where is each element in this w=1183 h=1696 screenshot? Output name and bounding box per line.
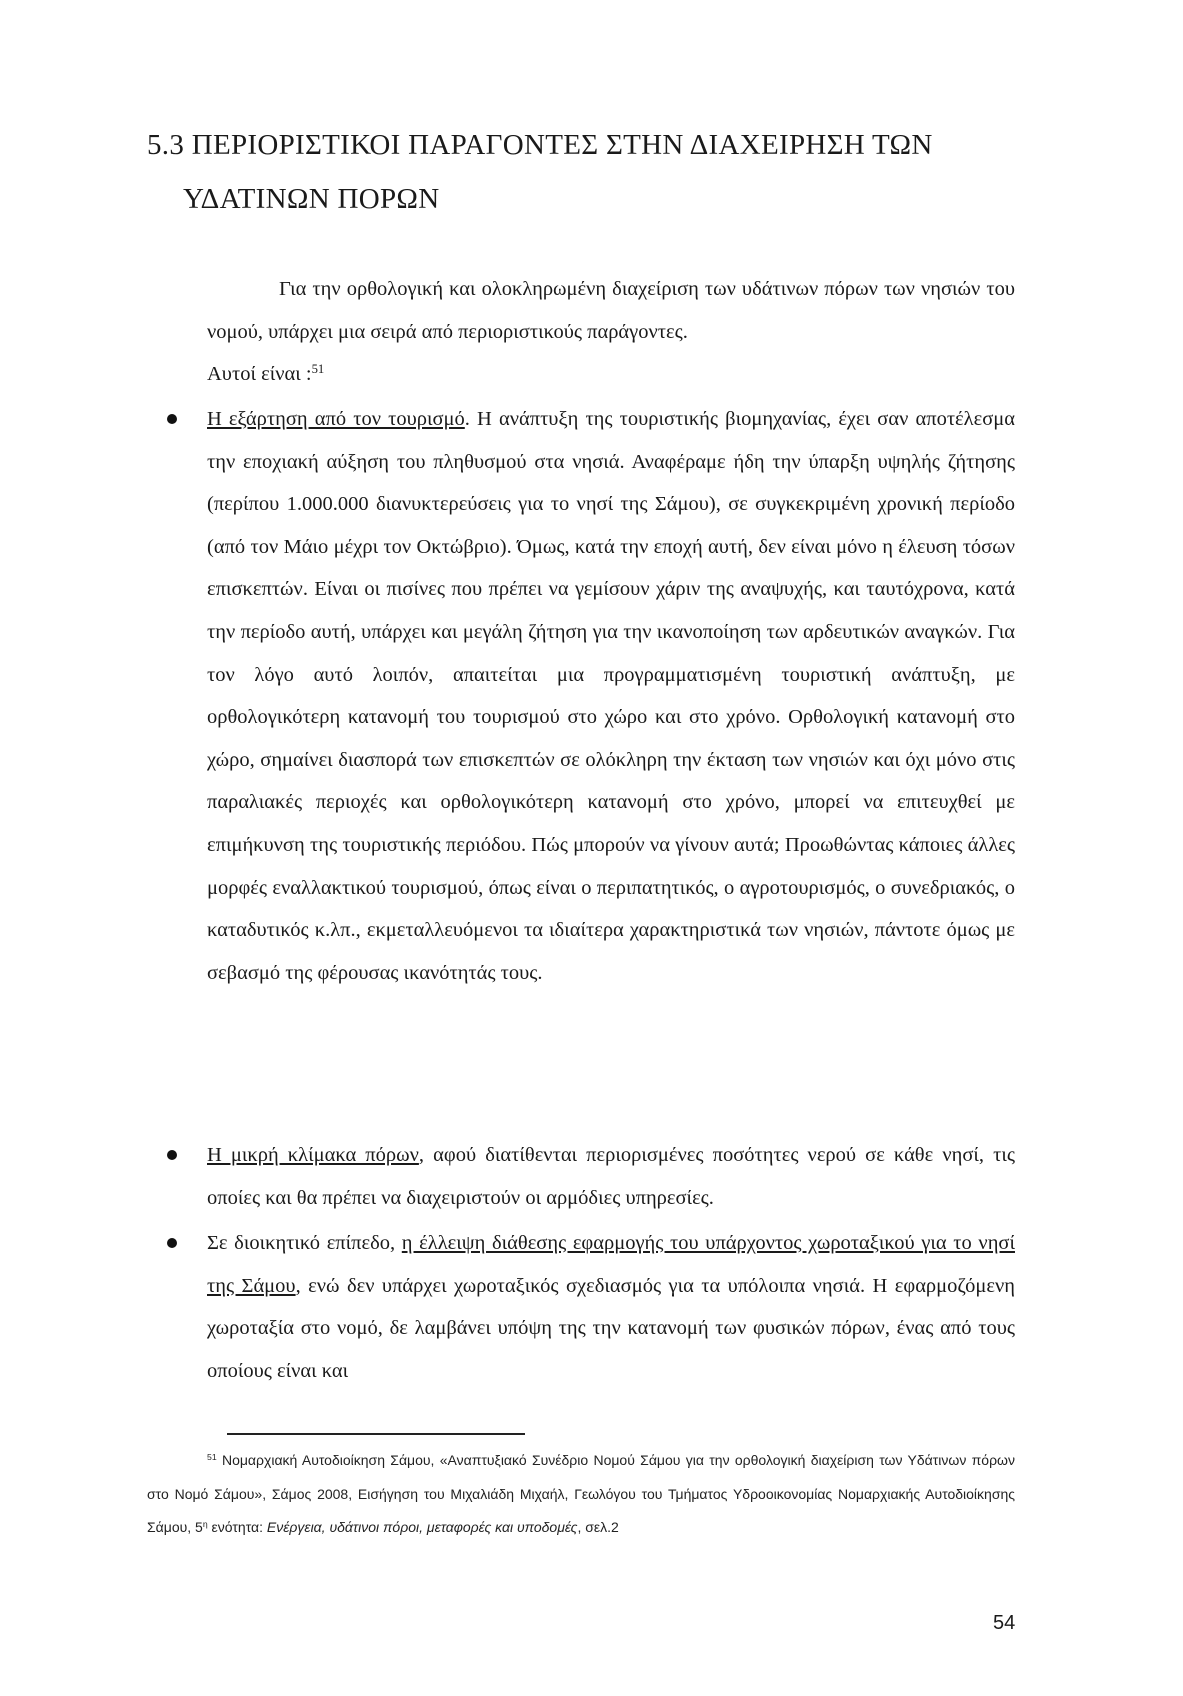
intro-text: Για την ορθολογική και ολοκληρωμένη διαχείριση των υδάτινων πόρων των νησιών του νομού, υπάρχει μια σειρά από περιοριστικούς παράγοντες.: [207, 278, 1015, 343]
bullet-text: , ενώ δεν υπάρχει χωροταξικός σχεδιασμός για τα υπόλοιπα νησιά. Η εφαρμοζόμενη χωροταξία στο νομό, δε λαμβάνει υπόψη της την κατανομή των φυσικών πόρων, ένας από τους οποίους είναι και: [207, 1274, 1015, 1382]
intro-lead-text: Αυτοί είναι :: [207, 363, 312, 386]
bullet-text: , αφού διατίθενται περιορισμένες ποσότητες νερού σε κάθε νησί, τις οποίες και θα πρέπει να διαχειριστούν οι αρμόδιες υπηρεσίες.: [207, 1144, 1015, 1209]
footnote-separator: [227, 1433, 525, 1435]
bullet-text: . Η ανάπτυξη της τουριστικής βιομηχανίας, έχει σαν αποτέλεσμα την εποχιακή αύξηση του πληθυσμού στα νησιά. Αναφέραμε ήδη την ύπαρξη υψηλής ζήτησης (περίπου 1.000.000 διανυκτερεύσεις για το νησί της Σάμου), σε συγκεκριμένη χρονική περίοδο (από τον Μάιο μέχρι τον Οκτώβριο). Όμως, κατά την εποχή αυτή, δεν είναι μόνο η έλευση τόσων επισκεπτών. Είναι οι πισίνες που πρέπει να γεμίσουν χάριν της αναψυχής, και ταυτόχρονα, κατά την περίοδο αυτή, υπάρχει και μεγάλη ζήτηση για την ικανοποίηση των αρδευτικών αναγκών. Για τον λόγο αυτό λοιπόν, απαιτείται μια προγραμματισμένη τουριστική ανάπτυξη, με ορθολογικότερη κατανομή του τουρισμού στο χώρο και στο χρόνο. Ορθολογική κατανομή στο χώρο, σημαίνει διασπορά των επισκεπτών σε ολόκληρη την έκταση των νησιών και όχι μόνο στις παραλιακές περιοχές και ορθολογικότερη κατανομή στο χρόνο, μπορεί να επιτευχθεί με επιμήκυνση της τουριστικής περιόδου. Πώς μπορούν να γίνουν αυτά; Προωθώντας κάποιες άλλες μορφές εναλλακτικού τουρισμού, όπως είναι ο περιπατητικός, ο αγροτουρισμός, ο συνεδριακός, ο καταδυτικός κ.λπ., εκμεταλλευόμενοι τα ιδιαίτερα χαρακτηριστικά των νησιών, πάντοτε όμως με σεβασμό της φέρουσας ικανότητάς τους.: [207, 408, 1015, 984]
footnote-text-2: ενότητα:: [207, 1519, 267, 1535]
bullet-prefix: Σε διοικητικό επίπεδο,: [207, 1232, 402, 1254]
bullet-icon: [167, 1150, 177, 1160]
bullet-title: Η μικρή κλίμακα πόρων: [207, 1144, 419, 1166]
footnote-text: Νομαρχιακή Αυτοδιοίκηση Σάμου, «Αναπτυξιακό Συνέδριο Νομού Σάμου για την ορθολογική διαχείριση των Υδάτινων πόρων στο Νομό Σάμου», Σάμος 2008, Εισήγηση του Μιχαλιάδη Μιχαήλ, Γεωλόγου του Τμήματος Υδροοικονομίας Νομαρχιακής Αυτοδιοίκησης Σάμου, 5: [147, 1452, 1015, 1535]
footnote-text-3: , σελ.2: [577, 1519, 619, 1535]
bullet-icon: [167, 1238, 177, 1248]
page-number: 54: [993, 1612, 1016, 1634]
intro-lead-line: [207, 353, 1015, 396]
footnote: [147, 1444, 1015, 1545]
heading-line-1: 5.3 ΠΕΡΙΟΡΙΣΤΙΚΟΙ ΠΑΡΑΓΟΝΤΕΣ ΣΤΗΝ ΔΙΑΧΕΙΡΗΣΗ ΤΩΝ: [147, 129, 933, 161]
footnote-body: [147, 1444, 1015, 1545]
footnote-ordinal: η: [202, 1519, 208, 1530]
bullet-title: Η εξάρτηση από τον τουρισμό: [207, 408, 465, 430]
bullet-small-scale-resources: [207, 1134, 1015, 1219]
section-heading: [147, 118, 1047, 226]
footnote-italic-title: Ενέργεια, υδάτινοι πόροι, μεταφορές και υποδομές: [266, 1519, 578, 1535]
footnote-number: 51: [207, 1452, 217, 1463]
bullet-title: η έλλειψη διάθεσης εφαρμογής του υπάρχοντος χωροταξικού για το νησί της Σάμου: [207, 1232, 1015, 1297]
heading-line-2: ΥΔΑΤΙΝΩΝ ΠΟΡΩΝ: [183, 183, 440, 215]
intro-paragraph: [207, 268, 1015, 396]
bullet-icon: [167, 414, 177, 424]
footnote-reference[interactable]: 51: [311, 362, 325, 377]
bullet-administrative-level: [207, 1222, 1015, 1392]
bullet-tourism-dependence: [207, 398, 1015, 994]
